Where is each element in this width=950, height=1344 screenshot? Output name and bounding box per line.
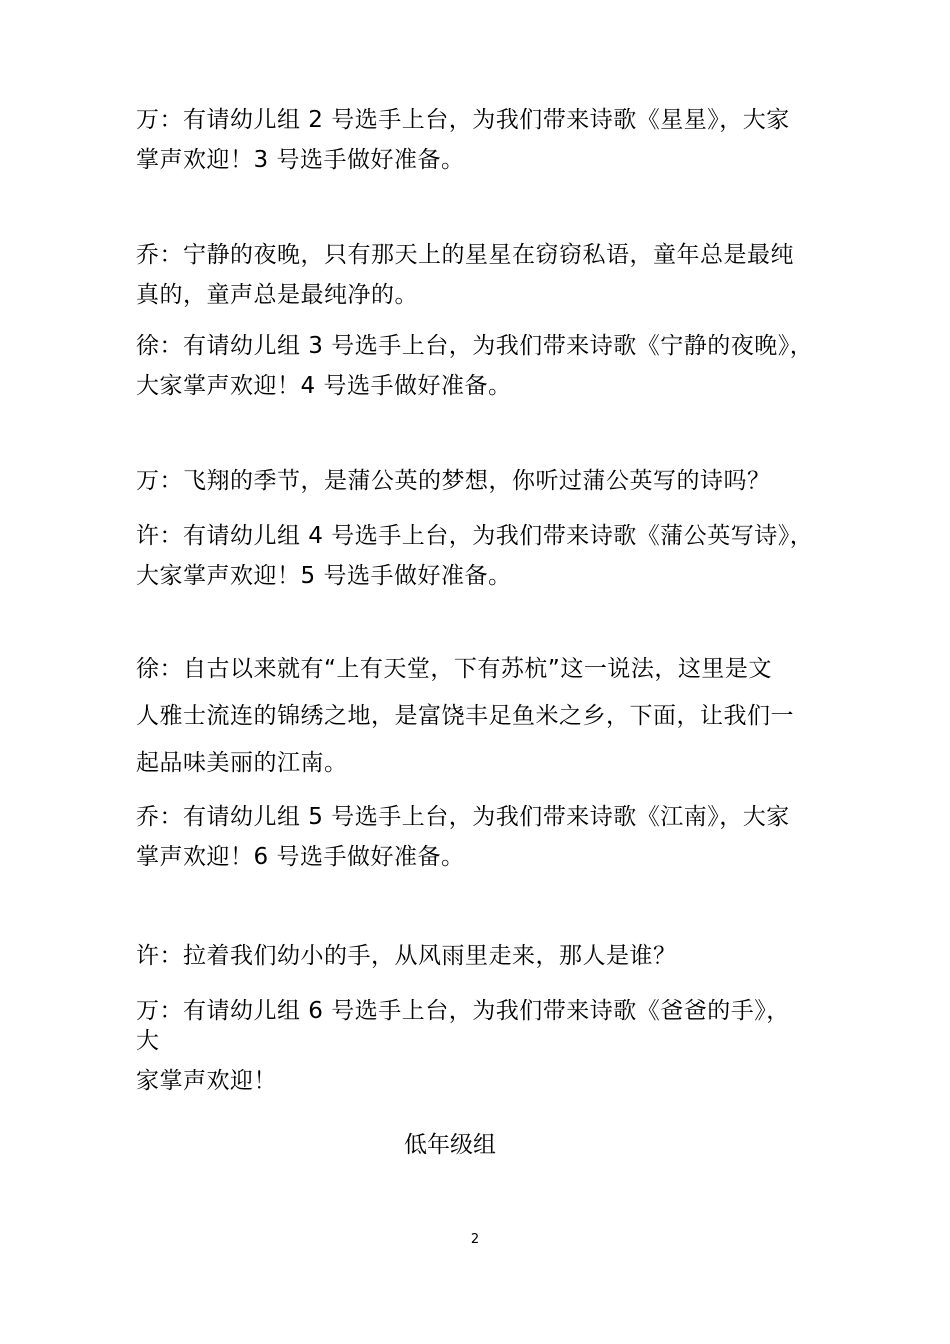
- script-line: 许：拉着我们幼小的手，从风雨里走来，那人是谁？: [136, 943, 677, 969]
- script-line: 大家掌声欢迎！4 号选手做好准备。: [136, 373, 512, 399]
- script-line: 真的，童声总是最纯净的。: [136, 282, 418, 308]
- script-line: 起品味美丽的江南。: [136, 750, 348, 776]
- script-line: 大家掌声欢迎！5 号选手做好准备。: [136, 563, 512, 589]
- script-line: 家掌声欢迎！: [136, 1068, 277, 1094]
- section-title: 低年级组: [404, 1132, 496, 1158]
- script-line: 乔：有请幼儿组 5 号选手上台，为我们带来诗歌《江南》，大家: [136, 804, 790, 830]
- script-line: 徐：自古以来就有“上有天堂，下有苏杭”这一说法，这里是文: [136, 656, 772, 682]
- script-line: 掌声欢迎！6 号选手做好准备。: [136, 844, 465, 870]
- page-number: 2: [470, 1232, 480, 1247]
- script-line: 大: [136, 1028, 160, 1054]
- script-line: 万：有请幼儿组 2 号选手上台，为我们带来诗歌《星星》，大家: [136, 107, 790, 133]
- script-line: 徐：有请幼儿组 3 号选手上台，为我们带来诗歌《宁静的夜晚》，: [136, 333, 814, 359]
- script-line: 掌声欢迎！3 号选手做好准备。: [136, 147, 465, 173]
- script-line: 万：有请幼儿组 6 号选手上台，为我们带来诗歌《爸爸的手》，: [136, 998, 790, 1024]
- script-line: 乔：宁静的夜晚，只有那天上的星星在窃窃私语，童年总是最纯: [136, 242, 794, 268]
- script-line: 许：有请幼儿组 4 号选手上台，为我们带来诗歌《蒲公英写诗》，: [136, 523, 814, 549]
- script-line: 人雅士流连的锦绣之地，是富饶丰足鱼米之乡，下面，让我们一: [136, 703, 794, 729]
- script-line: 万：飞翔的季节，是蒲公英的梦想，你听过蒲公英写的诗吗？: [136, 468, 771, 494]
